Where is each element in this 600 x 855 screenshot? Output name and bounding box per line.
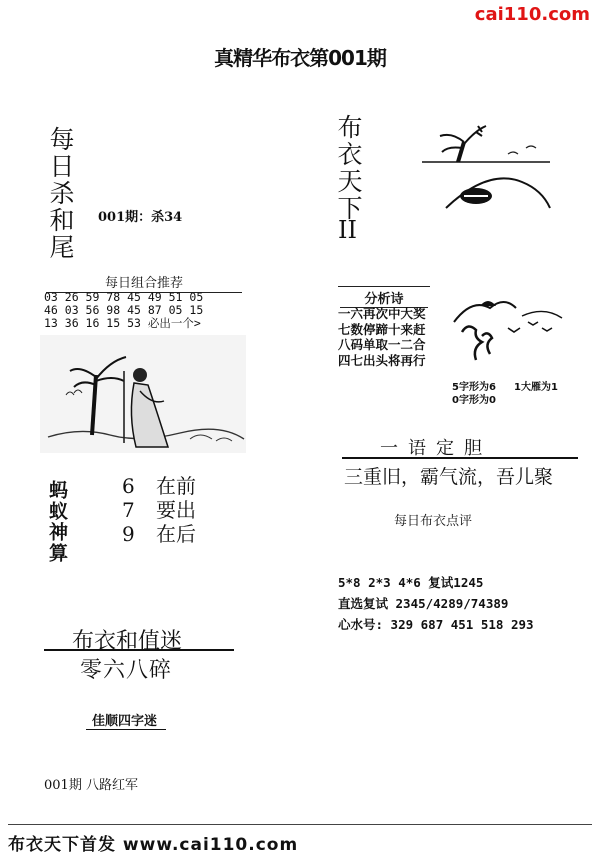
poem-line: 八码单取一二合	[338, 337, 426, 352]
shape-hint: 5字形为6	[452, 382, 496, 393]
combo-row: 46 03 56 98 45 87 05 15	[44, 303, 204, 317]
one-word-title: 一语定胆	[380, 438, 492, 459]
shape-hint: 1大雁为1	[514, 382, 558, 393]
poem-line: 一六再次中大奖	[338, 306, 426, 321]
ant-calc-title: 蚂蚁神算	[46, 480, 68, 564]
number-line: 直选复试 2345/4289/74389	[338, 596, 509, 611]
divider	[338, 286, 430, 287]
divider	[8, 824, 592, 825]
bottom-issue: 001期 八路红军	[44, 778, 138, 793]
footer-text: 布衣天下首发 www.cai110.com	[8, 835, 299, 855]
prediction-number: 7	[122, 498, 135, 522]
page-title: 真精华布衣第001期	[214, 46, 386, 70]
daily-kill-label: 每日杀和尾	[46, 126, 75, 261]
poem-line: 七数停蹄十来赶	[338, 321, 426, 337]
combo-row: 13 36 16 15 53 必出一个>	[44, 316, 201, 330]
prediction-row	[122, 518, 196, 547]
prediction-text: 在后	[156, 522, 196, 546]
daily-kill-issue: 001期：杀34	[98, 210, 183, 225]
prediction-number: 9	[122, 522, 135, 546]
divider	[86, 729, 166, 730]
daily-comment-title: 每日布衣点评	[394, 514, 473, 529]
sum-riddle-text: 零六八碎	[80, 658, 173, 683]
divider	[342, 457, 578, 459]
prediction-text: 要出	[156, 498, 196, 522]
number-line: 心水号: 329 687 451 518 293	[338, 617, 534, 632]
scholar-illustration	[40, 335, 246, 453]
divider	[44, 649, 234, 651]
prediction-number: 6	[122, 474, 135, 498]
combo-title: 每日组合推荐	[46, 272, 242, 293]
poem-line: 四七出头将再行	[338, 352, 426, 368]
site-logo: cai110.com	[474, 4, 590, 25]
four-char-riddle: 佳顺四字迷	[92, 714, 158, 729]
mountain-bird-illustration	[452, 292, 564, 366]
combo-rows	[44, 291, 203, 330]
one-word-text: 三重旧，霸气流，吾儿聚	[344, 466, 554, 488]
buyi-tianxia-roman: II	[338, 216, 357, 244]
landscape-illustration	[418, 118, 558, 214]
number-line: 5*8 2*3 4*6 复试1245	[338, 575, 484, 590]
analysis-poem	[338, 306, 426, 368]
analysis-poem-title: 分析诗	[340, 288, 428, 308]
sum-riddle-title: 布衣和值迷	[72, 629, 183, 654]
combo-row: 03 26 59 78 45 49 51 05	[44, 290, 204, 304]
prediction-text: 在前	[156, 474, 196, 498]
shape-hint: 0字形为0	[452, 395, 496, 406]
buyi-tianxia-title: 布衣天下	[334, 114, 363, 222]
